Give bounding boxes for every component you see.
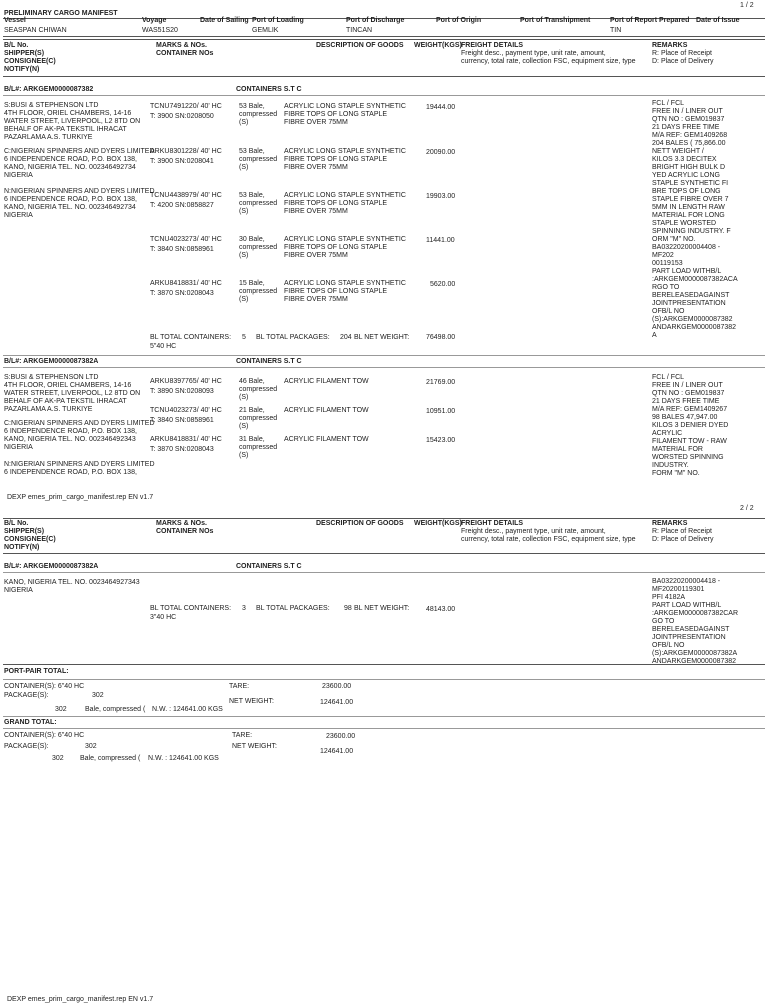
container-number: TCNU7491220/ 40' HC	[150, 103, 222, 110]
containers-label: CONTAINERS S.T C	[236, 563, 302, 570]
package-info: 31 Bale, compressed (S)	[239, 436, 278, 459]
bl-net-weight: 76498.00	[426, 334, 456, 341]
bl-number: B/L#: ARKGEM0000087382A	[4, 563, 99, 570]
package-info: 30 Bale, compressed (S)	[239, 236, 278, 259]
label-port-loading: Port of Loading	[252, 17, 304, 24]
packages-value: 302	[92, 692, 104, 699]
package-info: 53 Bale, compressed (S)	[239, 103, 278, 126]
consignee-block: C:NIGERIAN SPINNERS AND DYERS LIMITED 6 INDEPENDENCE ROAD, P.O. BOX 138, KANO, NIGERIA TEL. NO. 002346492343 NIGERIA	[4, 420, 155, 451]
tare-value: 23600.00	[322, 683, 352, 690]
tare-value: 23600.00	[326, 733, 356, 740]
port-loading-value: GEMLIK	[252, 27, 279, 34]
bl-number: B/L#: ARKGEM0000087382	[4, 86, 94, 93]
document-title: PRELIMINARY CARGO MANIFEST	[4, 10, 118, 17]
col-header-remarks: REMARKS R: Place of Receipt D: Place of Delivery	[652, 42, 714, 65]
containers-count: CONTAINER(S): 6"40 HC	[4, 683, 85, 690]
goods-description: ACRYLIC FILAMENT TOW	[284, 407, 369, 414]
col-header-bl: B/L No. SHIPPER(S) CONSIGNEE(C) NOTIFY(N)	[4, 42, 56, 73]
tare-label: TARE:	[229, 683, 250, 690]
col-header-marks: MARKS & NOs. CONTAINER NOs	[156, 520, 214, 535]
bl-total-containers: 5	[242, 334, 246, 341]
net-weight-summary: N.W. : 124641.00 KGS	[152, 706, 223, 713]
package-info: 53 Bale, compressed (S)	[239, 192, 278, 215]
goods-description: ACRYLIC LONG STAPLE SYNTHETIC FIBRE TOPS OF LONG STAPLE FIBRE OVER 75MM	[284, 236, 406, 259]
notify-block: N:NIGERIAN SPINNERS AND DYERS LIMITED 6 INDEPENDENCE ROAD, P.O. BOX 138,	[4, 461, 155, 476]
weight-value: 15423.00	[426, 437, 456, 444]
goods-description: ACRYLIC FILAMENT TOW	[284, 436, 369, 443]
shipper-block: S:BUSI & STEPHENSON LTD 4TH FLOOR, ORIEL CHAMBERS, 14-16 WATER STREET, LIVERPOOL, L2 8TD ON BEHALF OF AK-PA TEKSTIL IHRACAT PAZARLAMA A.S. TURKIYE	[4, 374, 141, 413]
label-vessel: Vessel	[4, 17, 26, 24]
shipper-block: S:BUSI & STEPHENSON LTD 4TH FLOOR, ORIEL CHAMBERS, 14-16 WATER STREET, LIVERPOOL, L2 8TD ON BEHALF OF AK-PA TEKSTIL IHRACAT PAZARLAMA A.S. TURKIYE	[4, 102, 141, 141]
container-number: ARKU8418831/ 40' HC	[150, 280, 222, 287]
bl-net-weight-label: BL NET WEIGHT:	[354, 334, 410, 341]
seal-info: T: 3900 SN:0208050	[150, 113, 214, 120]
seal-info: T: 3890 SN:0208093	[150, 388, 214, 395]
footer-report-id: DEXP emes_prim_cargo_manifest.rep EN v1.7	[7, 494, 154, 501]
col-header-weight: WEIGHT(KGS)	[414, 42, 462, 49]
goods-description: ACRYLIC LONG STAPLE SYNTHETIC FIBRE TOPS OF LONG STAPLE FIBRE OVER 75MM	[284, 103, 406, 126]
vessel-value: SEASPAN CHIWAN	[4, 27, 67, 34]
consignee-block: C:NIGERIAN SPINNERS AND DYERS LIMITED 6 INDEPENDENCE ROAD, P.O. BOX 138, KANO, NIGERIA TEL. NO. 002346492734 NIGERIA	[4, 148, 155, 179]
weight-value: 21769.00	[426, 379, 456, 386]
weight-value: 19903.00	[426, 193, 456, 200]
seal-info: T: 3870 SN:0208043	[150, 446, 214, 453]
port-pair-total-title: PORT-PAIR TOTAL:	[4, 668, 69, 675]
col-header-freight: FREIGHT DETAILS	[461, 42, 524, 49]
bl-net-weight: 48143.00	[426, 606, 456, 613]
page-number: 1 / 2	[740, 2, 754, 9]
package-description: Bale, compressed (	[85, 706, 146, 713]
col-header-desc: DESCRIPTION OF GOODS	[316, 42, 404, 49]
containers-label: CONTAINERS S.T C	[236, 86, 302, 93]
col-header-freight-desc: Freight desc., payment type, unit rate, amount, currency, total rate, collection FSC, equipment size, type	[461, 528, 636, 543]
goods-description: ACRYLIC LONG STAPLE SYNTHETIC FIBRE TOPS OF LONG STAPLE FIBRE OVER 75MM	[284, 148, 406, 171]
bl-total-size: 5"40 HC	[150, 343, 177, 350]
bl-total-packages: 204	[340, 334, 352, 341]
seal-info: T: 3900 SN:0208041	[150, 158, 214, 165]
grand-total-title: GRAND TOTAL:	[4, 719, 57, 726]
page-number: 2 / 2	[740, 505, 754, 512]
goods-description: ACRYLIC FILAMENT TOW	[284, 378, 369, 385]
net-weight-value: 124641.00	[320, 699, 354, 706]
label-port-discharge: Port of Discharge	[346, 17, 405, 24]
seal-info: T: 3840 SN:0858961	[150, 417, 214, 424]
footer-report-id: DEXP emes_prim_cargo_manifest.rep EN v1.7	[7, 996, 154, 1003]
package-count: 302	[55, 706, 67, 713]
container-number: TCNU4023273/ 40' HC	[150, 236, 222, 243]
tare-label: TARE:	[232, 732, 253, 739]
label-voyage: Voyage	[142, 17, 167, 24]
weight-value: 5620.00	[430, 281, 456, 288]
col-header-marks: MARKS & NOs. CONTAINER NOs	[156, 42, 214, 57]
col-header-bl: B/L No. SHIPPER(S) CONSIGNEE(C) NOTIFY(N)	[4, 520, 56, 551]
bl-total-containers-label: BL TOTAL CONTAINERS:	[150, 334, 232, 341]
label-date-sailing: Date of Sailing	[200, 17, 249, 24]
goods-description: ACRYLIC LONG STAPLE SYNTHETIC FIBRE TOPS OF LONG STAPLE FIBRE OVER 75MM	[284, 192, 406, 215]
port-discharge-value: TINCAN	[346, 27, 373, 34]
bl-total-containers-label: BL TOTAL CONTAINERS:	[150, 605, 232, 612]
packages-value: 302	[85, 743, 97, 750]
label-port-report: Port of Report Prepared	[610, 17, 690, 24]
remarks-block: BA03220200004418 - MF20200119301 PFI 4182A PART LOAD WITHB/L :ARKGEM0000087382CAR GO TO BERELEASEDAGAINST JOINTPRESENTATION OFB/L NO (S):ARKGEM0000087382A ANDARKGEM0000087382	[652, 578, 738, 665]
bl-total-packages-label: BL TOTAL PACKAGES:	[256, 334, 330, 341]
container-number: ARKU8301228/ 40' HC	[150, 148, 222, 155]
bl-total-packages-label: BL TOTAL PACKAGES:	[256, 605, 330, 612]
remarks-block: FCL / FCL FREE IN / LINER OUT QTN NO : GEM019837 21 DAYS FREE TIME M/A REF: GEM1409267 98 BALES 47,947.00 KILOS 3 DENIER DYED ACRYLIC FILAMENT TOW - RAW MATERIAL FOR WORSTED SPINNING INDUSTRY. FORM "M" NO.	[652, 374, 729, 477]
weight-value: 19444.00	[426, 104, 456, 111]
net-weight-summary: N.W. : 124641.00 KGS	[148, 755, 219, 762]
weight-value: 11441.00	[426, 237, 455, 244]
notify-block-continued: KANO, NIGERIA TEL. NO. 0023464927343 NIGERIA	[4, 579, 140, 594]
bl-total-containers: 3	[242, 605, 246, 612]
voyage-value: WAS51S20	[142, 27, 178, 34]
seal-info: T: 3840 SN:0858961	[150, 246, 214, 253]
bl-net-weight-label: BL NET WEIGHT:	[354, 605, 410, 612]
col-header-freight: FREIGHT DETAILS	[461, 520, 524, 527]
container-number: ARKU8418831/ 40' HC	[150, 436, 222, 443]
container-number: TCNU4438979/ 40' HC	[150, 192, 222, 199]
package-info: 21 Bale, compressed (S)	[239, 407, 278, 430]
bl-total-size: 3"40 HC	[150, 614, 177, 621]
package-info: 15 Bale, compressed (S)	[239, 280, 278, 303]
seal-info: T: 4200 SN:0858827	[150, 202, 214, 209]
containers-label: CONTAINERS S.T C	[236, 358, 302, 365]
package-info: 53 Bale, compressed (S)	[239, 148, 278, 171]
weight-value: 10951.00	[426, 408, 456, 415]
remarks-block: FCL / FCL FREE IN / LINER OUT QTN NO : GEM019837 21 DAYS FREE TIME M/A REF: GEM1409268 204 BALES ( 75,866.00 NETT WEIGHT / KILOS 3.3 DECITEX BRIGHT HIGH BULK D YED ACRYLIC LONG STAPLE SYNTHETIC FI BRE TOPS OF LONG STAPLE FIBRE OVER 7 5MM IN LENGTH RAW MATERIAL FOR LONG STAPLE WORSTED SPINNING INDUSTRY. F ORM "M" NO. BA03220200004408 - MF202 00119153 PART LOAD WITHB/L :ARKGEM0000087382ACA RGO TO BERELEASEDAGAINST JOINTPRESENTATION OFB/L NO (S):ARKGEM0000087382 ANDARKGEM0000087382 A	[652, 100, 738, 339]
container-number: ARKU8397765/ 40' HC	[150, 378, 222, 385]
seal-info: T: 3870 SN:0208043	[150, 290, 214, 297]
containers-count: CONTAINER(S): 6"40 HC	[4, 732, 85, 739]
package-count: 302	[52, 755, 64, 762]
col-header-desc: DESCRIPTION OF GOODS	[316, 520, 404, 527]
label-port-origin: Port of Origin	[436, 17, 482, 24]
goods-description: ACRYLIC LONG STAPLE SYNTHETIC FIBRE TOPS OF LONG STAPLE FIBRE OVER 75MM	[284, 280, 406, 303]
bl-total-packages: 98	[344, 605, 352, 612]
net-weight-label: NET WEIGHT:	[229, 698, 274, 705]
col-header-weight: WEIGHT(KGS)	[414, 520, 462, 527]
bl-number: B/L#: ARKGEM0000087382A	[4, 358, 99, 365]
weight-value: 20090.00	[426, 149, 456, 156]
col-header-remarks: REMARKS R: Place of Receipt D: Place of Delivery	[652, 520, 714, 543]
packages-label: PACKAGE(S):	[4, 743, 49, 750]
package-info: 46 Bale, compressed (S)	[239, 378, 278, 401]
label-date-issue: Date of Issue	[696, 17, 740, 24]
container-number: TCNU4023273/ 40' HC	[150, 407, 222, 414]
net-weight-label: NET WEIGHT:	[232, 743, 277, 750]
net-weight-value: 124641.00	[320, 748, 354, 755]
label-port-transhipment: Port of Transhipment	[520, 17, 591, 24]
col-header-freight-desc: Freight desc., payment type, unit rate, amount, currency, total rate, collection FSC, equipment size, type	[461, 50, 636, 65]
notify-block: N:NIGERIAN SPINNERS AND DYERS LIMITED 6 INDEPENDENCE ROAD, P.O. BOX 138, KANO, NIGERIA TEL. NO. 002346492734 NIGERIA	[4, 188, 155, 219]
package-description: Bale, compressed (	[80, 755, 141, 762]
packages-label: PACKAGE(S):	[4, 692, 49, 699]
port-report-value: TIN	[610, 27, 622, 34]
